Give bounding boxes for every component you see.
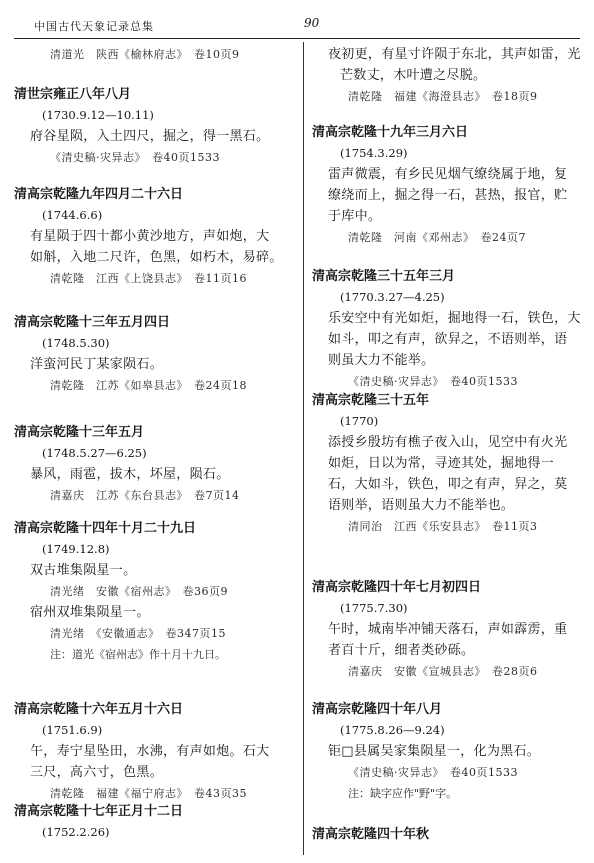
record-entry: [14, 312, 296, 396]
entry-text: 午，寿宁星坠田，水沸，有声如炮。石大: [30, 744, 270, 759]
record-entry: [312, 699, 584, 804]
entry-text: 于库中。: [328, 209, 382, 224]
record-entry: [14, 801, 296, 843]
entry-date: (1751.6.9): [42, 723, 103, 737]
entry-date: (1775.8.26—9.24): [340, 723, 445, 737]
entry-text: 有星陨于四十都小黄沙地方，声如炮，大: [30, 229, 270, 244]
entry-heading: 清高宗乾隆十四年十月二十九日: [14, 521, 197, 536]
entry-text: 双古堆集陨星一。: [30, 563, 137, 578]
entry-text: 者百十斤，细者类砂砾。: [328, 643, 475, 658]
record-entry: [14, 422, 296, 506]
book-title: 中国古代天象记录总集: [34, 20, 154, 33]
entry-heading: 清高宗乾隆十三年五月: [14, 425, 145, 440]
entry-date: (1754.3.29): [340, 146, 408, 160]
column-divider: [303, 42, 304, 855]
record-entry: [312, 390, 584, 537]
entry-heading: 清高宗乾隆三十五年: [312, 393, 430, 408]
entry-source: 清光绪 《安徽通志》 卷347页15: [50, 627, 226, 640]
record-entry: [312, 824, 584, 845]
entry-source: 清嘉庆 江苏《东台县志》 卷7页14: [50, 489, 240, 502]
entry-heading: 清高宗乾隆四十年八月: [312, 702, 443, 717]
entry-source: 清光绪 安徽《宿州志》 卷36页9: [50, 585, 228, 598]
entry-text: 三尺，高六寸，色黑。: [30, 765, 164, 780]
entry-date: (1748.5.27—6.25): [42, 446, 147, 460]
entry-date: (1775.7.30): [340, 601, 408, 615]
entry-source: 《清史稿·灾异志》 卷40页1533: [50, 151, 220, 164]
record-entry: [312, 577, 584, 682]
entry-text: 钜□县属吴家集陨星一，化为黑石。: [328, 744, 541, 759]
entry-text: 暴风，雨雹，拔木，坏屋，陨石。: [30, 467, 230, 482]
entry-date: (1730.9.12—10.11): [42, 108, 154, 122]
entry-text: 夜初更，有星寸许陨于东北，其声如雷，光: [328, 47, 581, 62]
entry-heading: 清世宗雍正八年八月: [14, 87, 132, 102]
entry-heading: 清高宗乾隆十三年五月四日: [14, 315, 171, 330]
entry-date: (1744.6.6): [42, 208, 103, 222]
entry-text: 添授乡殷坊有樵子夜入山，见空中有火光: [328, 435, 568, 450]
record-entry: [14, 84, 296, 168]
entry-source: 清乾隆 江西《上饶县志》 卷11页16: [50, 272, 247, 285]
entry-date: (1770): [340, 414, 379, 428]
entry-heading: 清高宗乾隆十九年三月六日: [312, 125, 469, 140]
entry-source: 清乾隆 福建《福宁府志》 卷43页35: [50, 787, 247, 800]
entry-source: 清同治 江西《乐安县志》 卷11页3: [348, 520, 538, 533]
page-number: 90: [304, 16, 320, 30]
entry-date: (1749.12.8): [42, 542, 110, 556]
entry-heading: 清高宗乾隆三十五年三月: [312, 269, 456, 284]
record-entry: [14, 518, 296, 665]
entry-text: 乐安空中有光如炬，掘地得一石，铁色，大: [328, 311, 581, 326]
record-entry: [312, 44, 584, 107]
entry-text: 如炬，日以为常，寻迹其处，掘地得一: [328, 456, 555, 471]
entry-source: 清乾隆 河南《邓州志》 卷24页7: [348, 231, 526, 244]
entry-date: (1748.5.30): [42, 336, 110, 350]
entry-heading: 清高宗乾隆九年四月二十六日: [14, 187, 184, 202]
entry-text: 如斗，叩之有声，欲舁之，不语则举，语: [328, 332, 568, 347]
entry-text: 则虽大力不能举。: [328, 353, 435, 368]
entry-note: 注：道光《宿州志》作十月十九日。: [50, 648, 226, 661]
record-entry: [312, 122, 584, 248]
record-entry: [14, 699, 296, 804]
entry-source: 清乾隆 福建《海澄县志》 卷18页9: [348, 90, 538, 103]
entry-text: 洋蛮河民丁某家陨石。: [30, 357, 164, 372]
entry-text: 宿州双堆集陨星一。: [30, 605, 150, 620]
entry-text: 石，大如斗，铁色，叩之有声，舁之，莫: [328, 477, 568, 492]
entry-text: 雷声微震，有乡民见烟气缭绕属于地，复: [328, 167, 568, 182]
entry-source: 清嘉庆 安徽《宣城县志》 卷28页6: [348, 665, 538, 678]
page-header: [14, 8, 580, 39]
entry-date: (1770.3.27—4.25): [340, 290, 445, 304]
entry-text: 语则举，语则虽大力不能举也。: [328, 498, 515, 513]
entry-source: 《清史稿·灾异志》 卷40页1533: [348, 766, 518, 779]
entry-heading: 清高宗乾隆四十年秋: [312, 827, 430, 842]
entry-text: 午时，城南毕冲铺天落石，声如霹雳，重: [328, 622, 568, 637]
entry-heading: 清高宗乾隆十六年五月十六日: [14, 702, 184, 717]
record-entry: [312, 266, 584, 392]
entry-heading: 清高宗乾隆四十年七月初四日: [312, 580, 482, 595]
record-entry: [14, 44, 296, 65]
record-entry: [14, 184, 296, 289]
entry-text: 缭绕而上，掘之得一石，甚热，报官，贮: [328, 188, 568, 203]
entry-source: 清乾隆 江苏《如皋县志》 卷24页18: [50, 379, 247, 392]
entry-text: 芒数丈，木叶遭之尽脱。: [340, 68, 487, 83]
entry-source: 《清史稿·灾异志》 卷40页1533: [348, 375, 518, 388]
entry-text: 府谷星陨，入土四尺，掘之，得一黑石。: [30, 129, 270, 144]
entry-note: 注：缺字应作"野"字。: [348, 787, 458, 800]
entry-heading: 清高宗乾隆十七年正月十二日: [14, 804, 184, 819]
entry-text: 如斛，入地二尺许，色黑，如朽木，易碎。: [30, 250, 283, 265]
entry-date: (1752.2.26): [42, 825, 110, 839]
entry-source: 清道光 陕西《榆林府志》 卷10页9: [50, 48, 240, 61]
